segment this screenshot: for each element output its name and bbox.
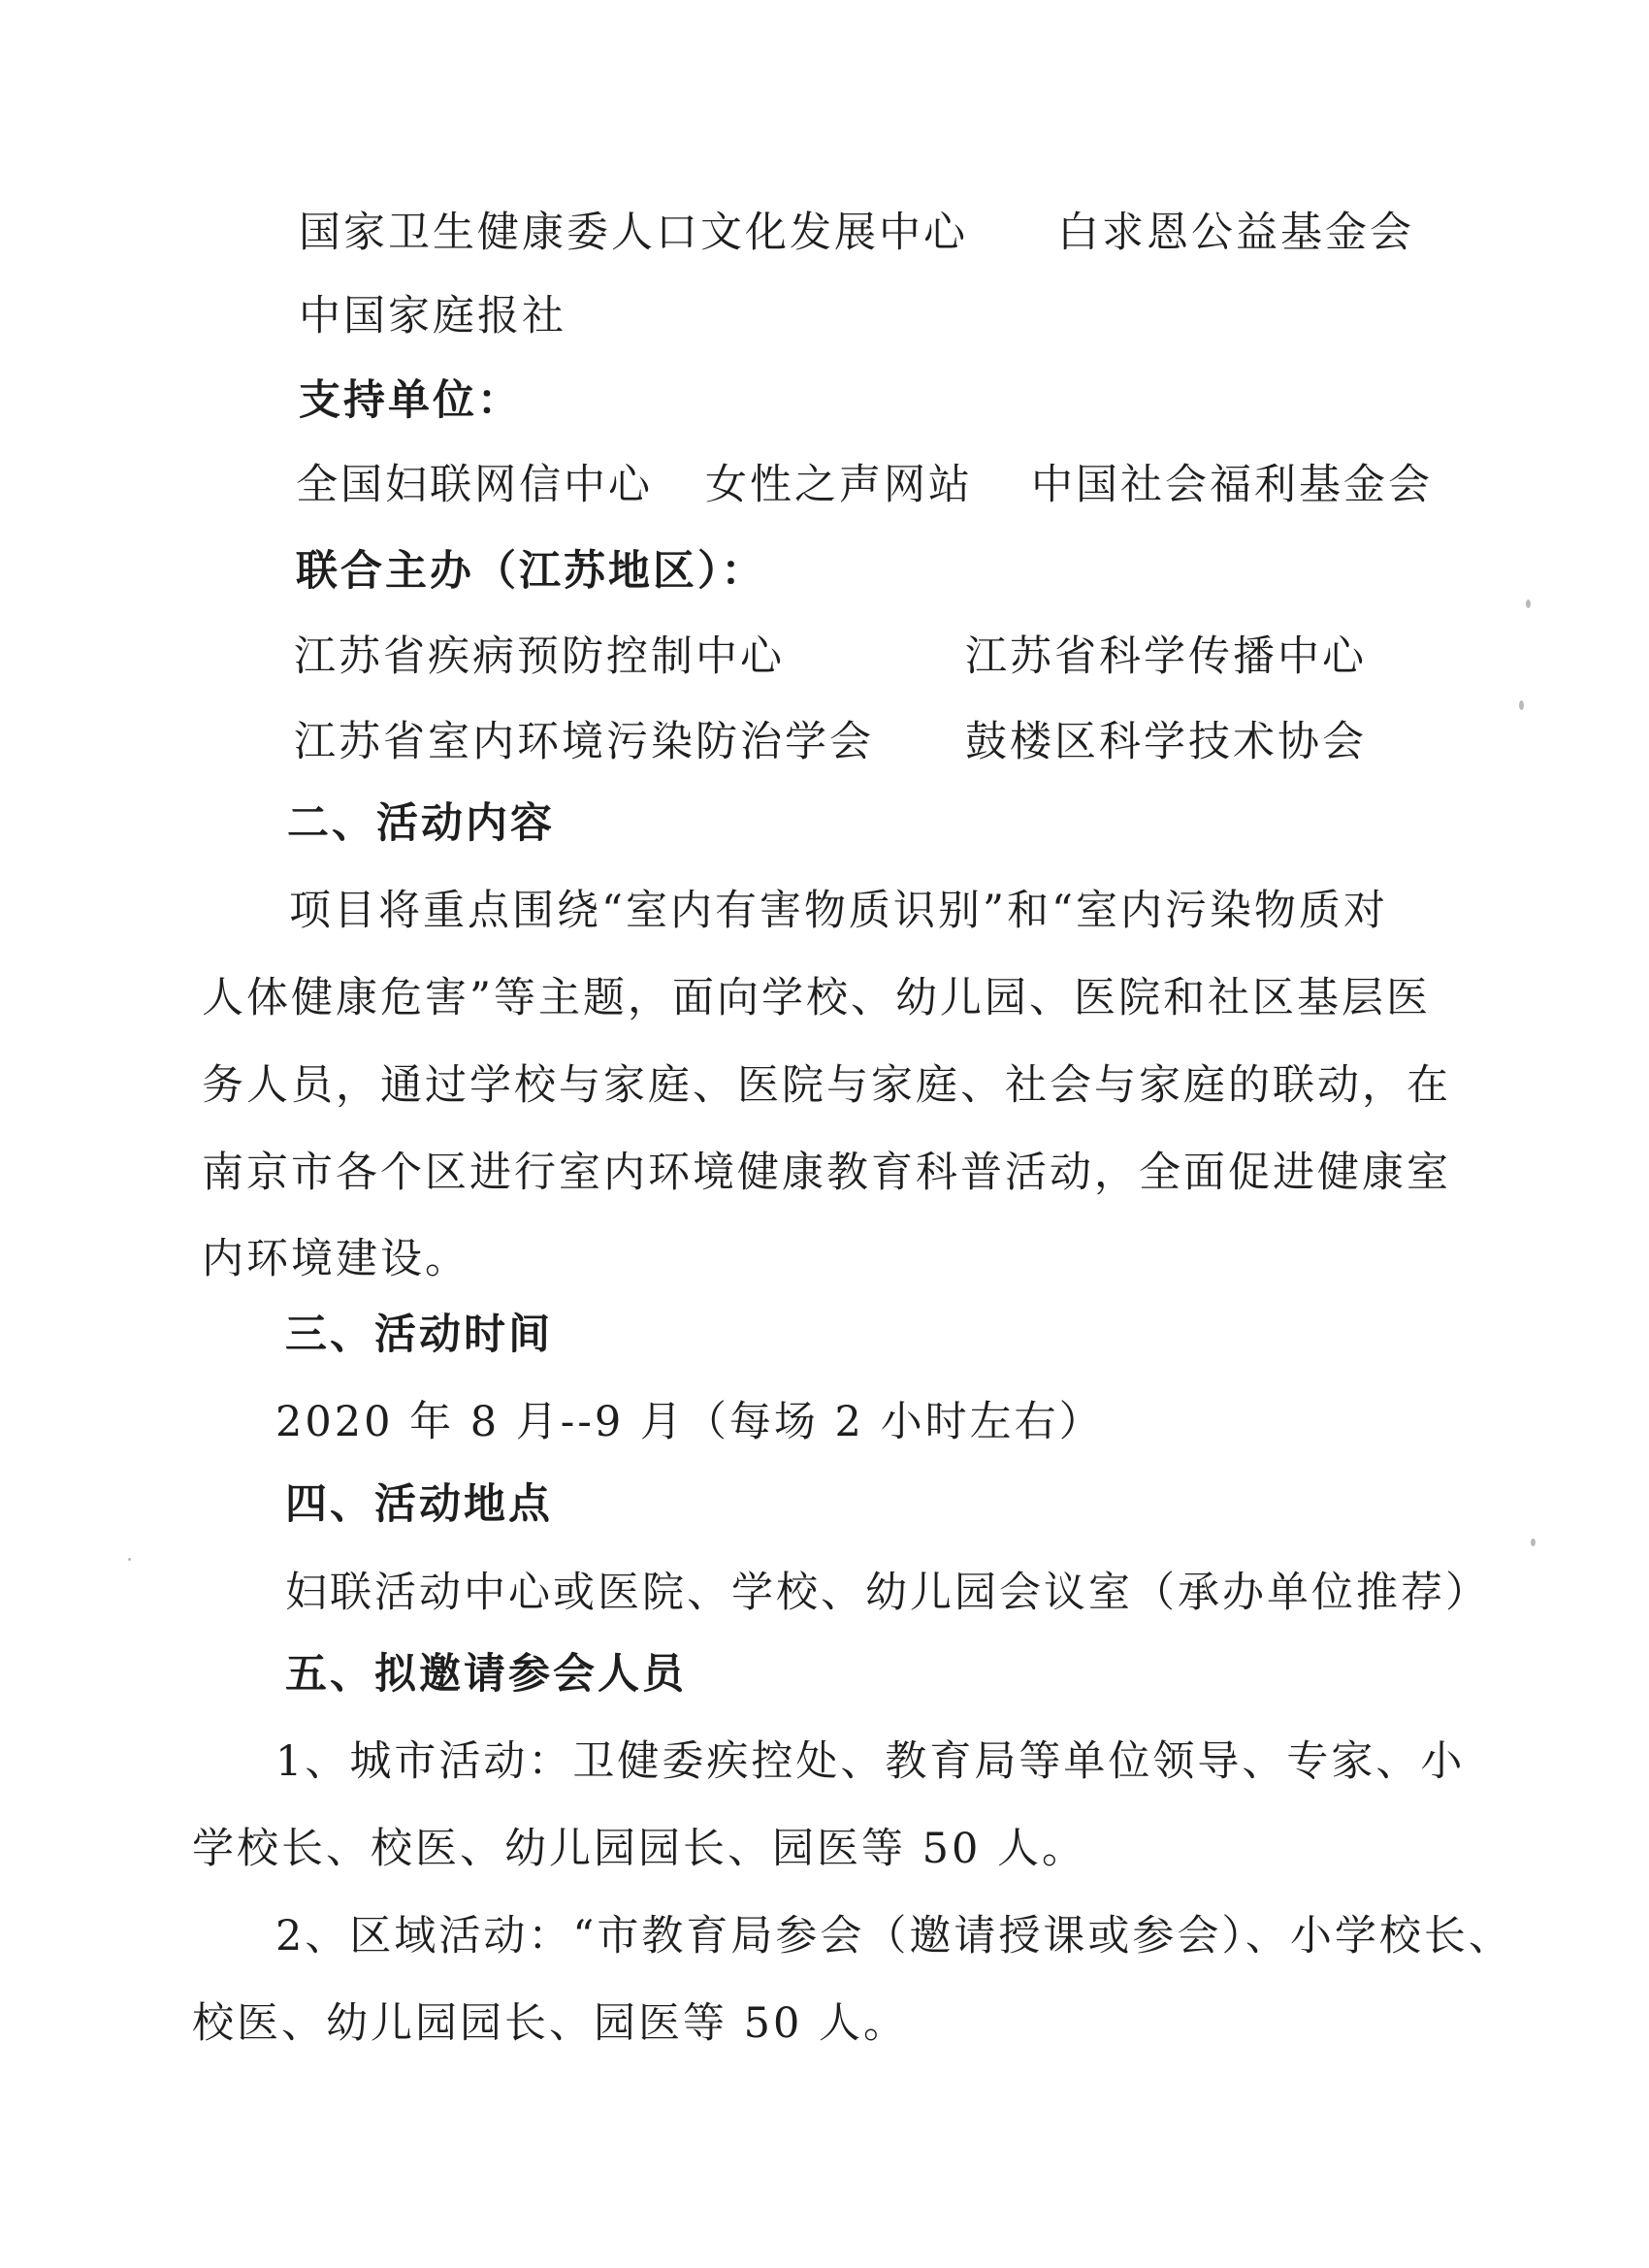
support-item: 女性之声网站	[705, 461, 973, 509]
section-heading: 支持单位：	[299, 376, 522, 425]
section-heading: 三、活动时间	[285, 1311, 553, 1359]
paragraph-line: 内环境建设。	[202, 1235, 469, 1283]
joint-organizer: 江苏省科学传播中心	[965, 632, 1367, 681]
section-heading: 联合主办（江苏地区）：	[296, 547, 766, 596]
paragraph-line: 南京市各个区进行室内环境健康教育科普活动，全面促进健康室	[202, 1149, 1451, 1197]
section-heading: 四、活动地点	[285, 1480, 553, 1529]
activity-location: 妇联活动中心或医院、学校、幼儿园会议室（承办单位推荐）	[285, 1569, 1490, 1617]
joint-organizer: 江苏省疾病预防控制中心	[294, 632, 785, 681]
activity-time: 2020 年 8 月--9 月（每场 2 小时左右）	[275, 1398, 1104, 1446]
joint-organizer: 江苏省室内环境污染防治学会	[294, 718, 874, 766]
scan-mark	[128, 1558, 131, 1561]
attendee-line: 校医、幼儿园园长、园医等 50 人。	[192, 1999, 909, 2048]
support-item: 全国妇联网信中心	[296, 461, 653, 509]
paragraph-line: 务人员，通过学校与家庭、医院与家庭、社会与家庭的联动，在	[202, 1061, 1451, 1110]
organizer-text: 中国家庭报社	[299, 292, 566, 340]
organizer-text: 国家卫生健康委人口文化发展中心	[299, 209, 968, 257]
scan-mark	[1531, 1539, 1536, 1546]
attendee-line: 学校长、校医、幼儿园园长、园医等 50 人。	[192, 1825, 1087, 1873]
support-item: 中国社会福利基金会	[1031, 461, 1433, 509]
attendee-line: 2、区域活动：“市教育局参会（邀请授课或参会）、小学校长、	[275, 1912, 1513, 1960]
attendee-line: 1、城市活动：卫健委疾控处、教育局等单位领导、专家、小	[275, 1737, 1466, 1786]
section-heading: 五、拟邀请参会人员	[285, 1650, 687, 1699]
scan-mark	[1526, 599, 1531, 608]
organizer-text: 白求恩公益基金会	[1057, 209, 1414, 257]
paragraph-line: 人体健康危害”等主题，面向学校、幼儿园、医院和社区基层医	[202, 974, 1431, 1022]
joint-organizer: 鼓楼区科学技术协会	[965, 718, 1367, 766]
section-heading: 二、活动内容	[287, 799, 555, 848]
scan-mark	[1519, 700, 1524, 710]
paragraph-line: 项目将重点围绕“室内有害物质识别”和“室内污染物质对	[289, 887, 1388, 935]
